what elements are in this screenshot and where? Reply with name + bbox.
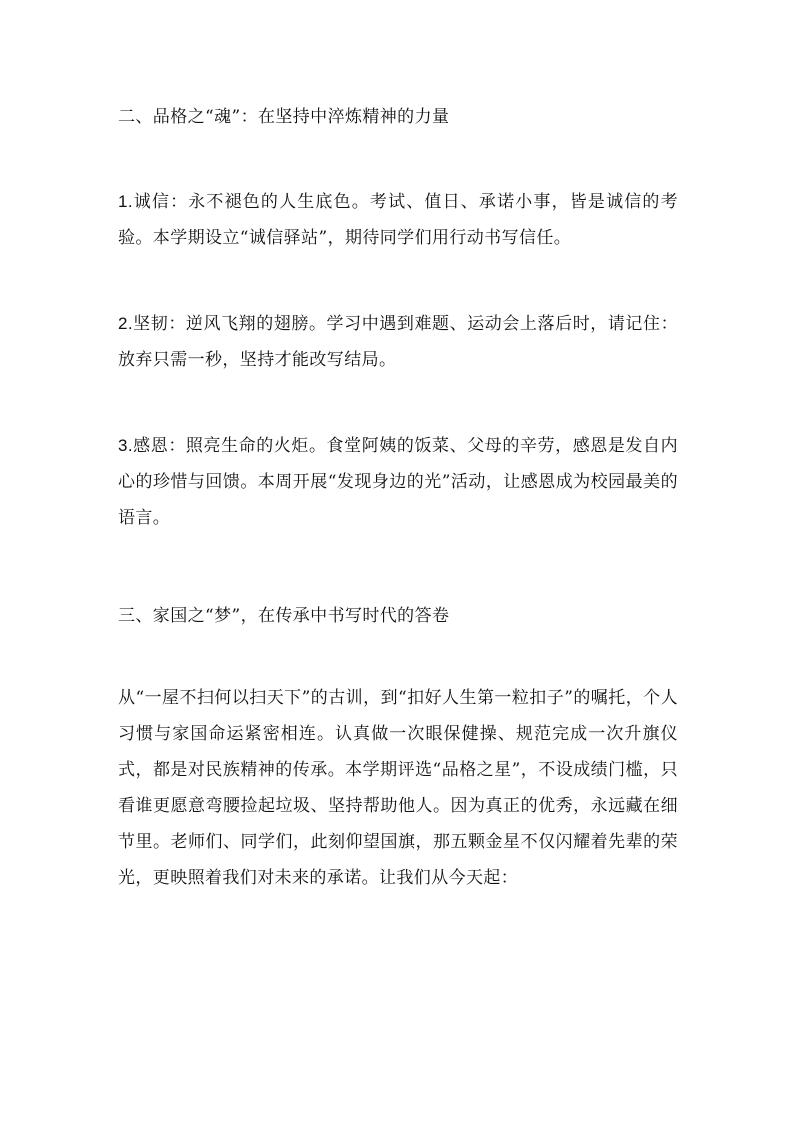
- item-number: 2.: [118, 314, 133, 333]
- section-2-item-3: [118, 428, 678, 536]
- section-3-heading: 三、家国之“梦”，在传承中书写时代的答卷: [118, 606, 450, 626]
- item-number: 3.: [118, 436, 133, 455]
- item-number: 1.: [118, 192, 133, 211]
- section-2-heading: 二、品格之“魂”：在坚持中淬炼精神的力量: [118, 107, 450, 127]
- item-text: 诚信：永不褪色的人生底色。考试、值日、承诺小事，皆是诚信的考验。本学期设立“诚信驿站”，期待同学们用行动书写信任。: [118, 192, 678, 248]
- section-3-paragraph: 从“一屋不扫何以扫天下”的古训，到“扣好人生第一粒扣子”的嘱托，个人习惯与家国命运紧密相连。认真做一次眼保健操、规范完成一次升旗仪式，都是对民族精神的传承。本学期评选“品格之星”，不设成绩门槛，只看谁更愿意弯腰捡起垃圾、坚持帮助他人。因为真正的优秀，永远藏在细节里。老师们、同学们，此刻仰望国旗，那五颗金星不仅闪耀着先辈的荣光，更映照着我们对未来的承诺。让我们从今天起：: [118, 688, 678, 888]
- item-text: 坚韧：逆风飞翔的翅膀。学习中遇到难题、运动会上落后时，请记住：放弃只需一秒，坚持才能改写结局。: [118, 314, 678, 370]
- section-2-item-2: [118, 306, 678, 378]
- section-2-item-1: [118, 184, 678, 256]
- item-text: 感恩：照亮生命的火炬。食堂阿姨的饭菜、父母的辛劳，感恩是发自内心的珍惜与回馈。本周开展“发现身边的光”活动，让感恩成为校园最美的语言。: [118, 436, 678, 528]
